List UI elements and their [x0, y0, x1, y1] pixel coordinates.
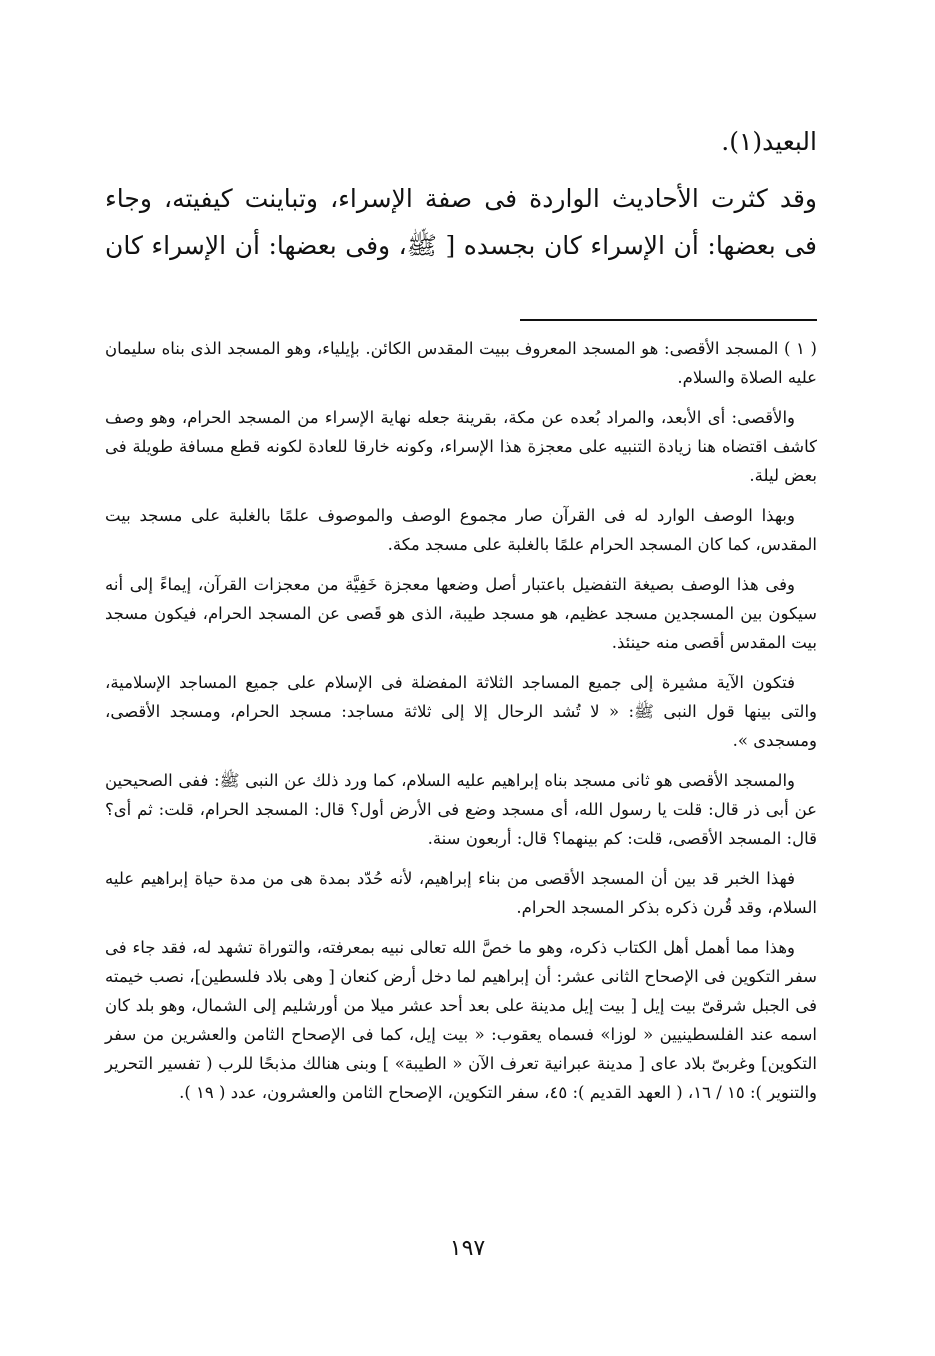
footnote-paragraph: فهذا الخبر قد بين أن المسجد الأقصى من بناء إبراهيم، لأنه حُدّد بمدة هى من مدة حياة إبراهيم عليه السلام، وقد قُرن ذكره بذكر المسجد الحرام.	[105, 869, 817, 917]
footnote-paragraph: وفى هذا الوصف بصيغة التفضيل باعتبار أصل وضعها معجزة خَفِيَّة من معجزات القرآن، إيماءً إلى أنه سيكون بين المسجدين مسجد عظيم، هو مسجد طيبة، الذى هو قَصى عن المسجد الحرام، فيكون مسجد بيت المقدس أقصى منه حينئذ.	[105, 575, 817, 652]
footnote-paragraph: وبهذا الوصف الوارد له فى القرآن صار مجموع الوصف والموصوف علمًا بالغلبة على مسجد بيت المقدس، كما كان المسجد الحرام علمًا بالغلبة على مسجد مكة.	[105, 506, 817, 554]
page-number: ١٩٧	[449, 1236, 486, 1261]
footnote-paragraph: فتكون الآية مشيرة إلى جميع المساجد الثلاثة المفضلة فى الإسلام على جميع المساجد الإسلامية، والتى بينها قول النبى ﷺ: « لا تُشد الرحال إلا إلى ثلاثة مساجد: مسجد الحرام، ومسجد الأقصى، ومسجدى ».	[105, 673, 817, 750]
footnote-1: ( ١ ) المسجد الأقصى: هو المسجد المعروف ببيت المقدس الكائن. بإيلياء، وهو المسجد الذى بناه سليمان عليه الصلاة والسلام.	[105, 339, 817, 387]
footnote-paragraph: وهذا مما أهمل أهل الكتاب ذكره، وهو ما خصَّ الله تعالى نبيه بمعرفته، والتوراة تشهد له، فقد جاء فى سفر التكوين فى الإصحاح الثانى عشر: أن إبراهيم لما دخل أرض كنعان [ وهى بلاد فلسطين]، نصب خيمته فى الجبل شرقىّ بيت إيل [ بيت إيل مدينة على بعد أحد عشر ميلا من أورشليم إلى الشمال، وهو بلد كان اسمه عند الفلسطينيين « لوزا» فسماه يعقوب: « بيت إيل، كما فى الإصحاح الثامن والعشرين من سفر التكوين] وغربىّ بلاد عاى [ مدينة عبرانية تعرف الآن « الطيبة» ] وبنى هنالك مذبحًا للرب ( تفسير التحرير والتنوير ): ١٥ / ١٦، ( العهد القديم ): ٤٥، سفر التكوين، الإصحاح الثامن والعشرون، عدد ( ١٩ ).	[105, 938, 817, 1102]
footnote-paragraph: والأقصى: أى الأبعد، والمراد بُعده عن مكة، بقرينة جعله نهاية الإسراء من المسجد الحرام، وهو وصف كاشف اقتضاه هنا زيادة التنبيه على معجزة هذا الإسراء، وكونه خارقا للعادة لكونه قطع مسافة طويلة فى بعض ليلة.	[105, 408, 817, 485]
main-text-lead: البعيد(١).	[721, 127, 817, 156]
footnotes-block	[105, 334, 817, 1118]
footnote-paragraph: والمسجد الأقصى هو ثانى مسجد بناه إبراهيم عليه السلام، كما ورد ذلك عن النبى ﷺ: ففى الصحيحين عن أبى ذر قال: قلت يا رسول الله، أى مسجد وضع فى الأرض أول؟ قال: المسجد الحرام، قلت: ثم أى؟ قال: المسجد الأقصى، قلت: كم بينهما؟ قال: أربعون سنة.	[105, 771, 817, 848]
main-text-block	[105, 118, 817, 269]
footnote-separator	[520, 319, 817, 321]
main-text-paragraph: وقد كثرت الأحاديث الواردة فى صفة الإسراء، وتباينت كيفيته، وجاء فى بعضها: أن الإسراء كان بجسده [ ﷺ، وفى بعضها: أن الإسراء كان	[105, 184, 817, 260]
